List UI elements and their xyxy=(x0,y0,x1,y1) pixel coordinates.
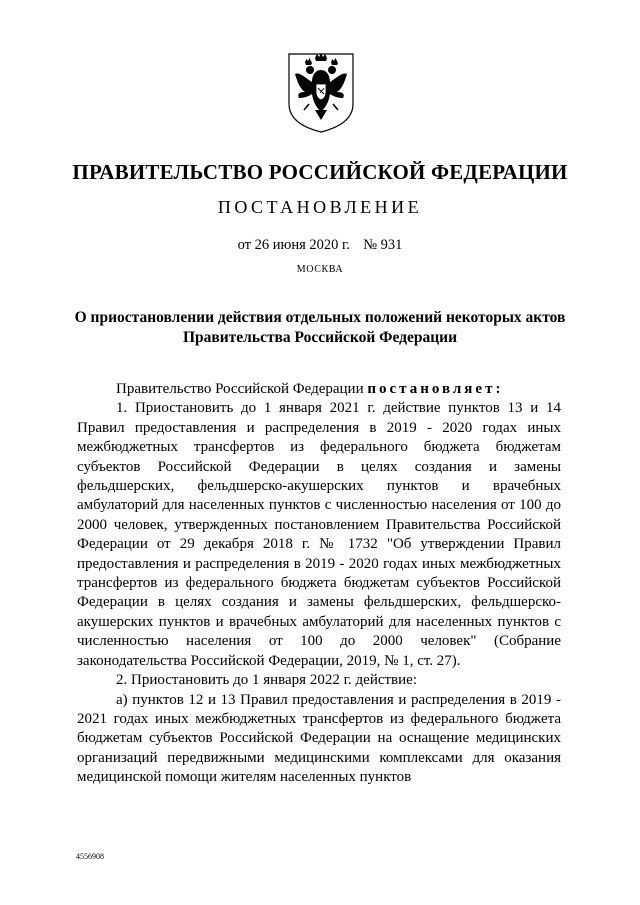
coat-of-arms-icon xyxy=(285,46,357,136)
document-type: ПОСТАНОВЛЕНИЕ xyxy=(217,197,423,217)
item-2-paragraph: 2. Приостановить до 1 января 2022 г. действие: xyxy=(116,672,417,689)
document-number: № 931 xyxy=(363,237,403,253)
document-title xyxy=(60,308,580,348)
document-date: от 26 июня 2020 г. xyxy=(237,237,350,253)
date-number-line xyxy=(0,237,640,254)
item-1-paragraph: 1. Приостановить до 1 января 2021 г. действие пунктов 13 и 14 Правил предоставления и распределения в 2019 - 2020 годах иных межбюджетных трансфертов из федерального бюджета бюджетам субъектов Российской Федерации в целях создания и замены фельдшерских, фельдшерско-акушерских пунктов и врачебных амбулаторий для населенных пунктов с численностью населения от 100 до 2000 человек, утвержденных постановлением Правительства Российской Федерации от 29 декабря 2018 г. № 1732 "Об утверждении Правил предоставления и распределения в 2019 - 2020 годах иных межбюджетных трансфертов из федерального бюджета бюджетам субъектов Российской Федерации в целях создания и замены фельдшерских, фельдшерско-акушерских пунктов и врачебных амбулаторий для населенных пунктов с численностью населения от 100 до 2000 человек" (Собрание законодательства Российской Федерации, 2019, № 1, ст. 27). xyxy=(77,400,561,669)
preamble-paragraph xyxy=(77,380,561,399)
government-name: ПРАВИТЕЛЬСТВО РОССИЙСКОЙ ФЕДЕРАЦИИ xyxy=(72,160,568,184)
preamble-lead: Правительство Российской Федерации xyxy=(116,381,368,397)
title-line-2: Правительства Российской Федерации xyxy=(182,329,458,346)
document-code: 4556908 xyxy=(76,852,104,861)
title-line-1: О приостановлении действия отдельных положений некоторых актов xyxy=(74,309,566,326)
preamble-decree: постановляет: xyxy=(367,381,504,397)
document-body xyxy=(77,380,561,788)
item-2a-paragraph: а) пунктов 12 и 13 Правил предоставления и распределения в 2019 - 2021 годах иных межбюджетных трансфертов из федерального бюджета бюджетам субъектов Российской Федерации на оснащение медицинских организаций передвижными медицинскими комплексами для оказания медицинской помощи жителям населенных пунктов xyxy=(77,691,561,786)
city: МОСКВА xyxy=(296,264,344,275)
